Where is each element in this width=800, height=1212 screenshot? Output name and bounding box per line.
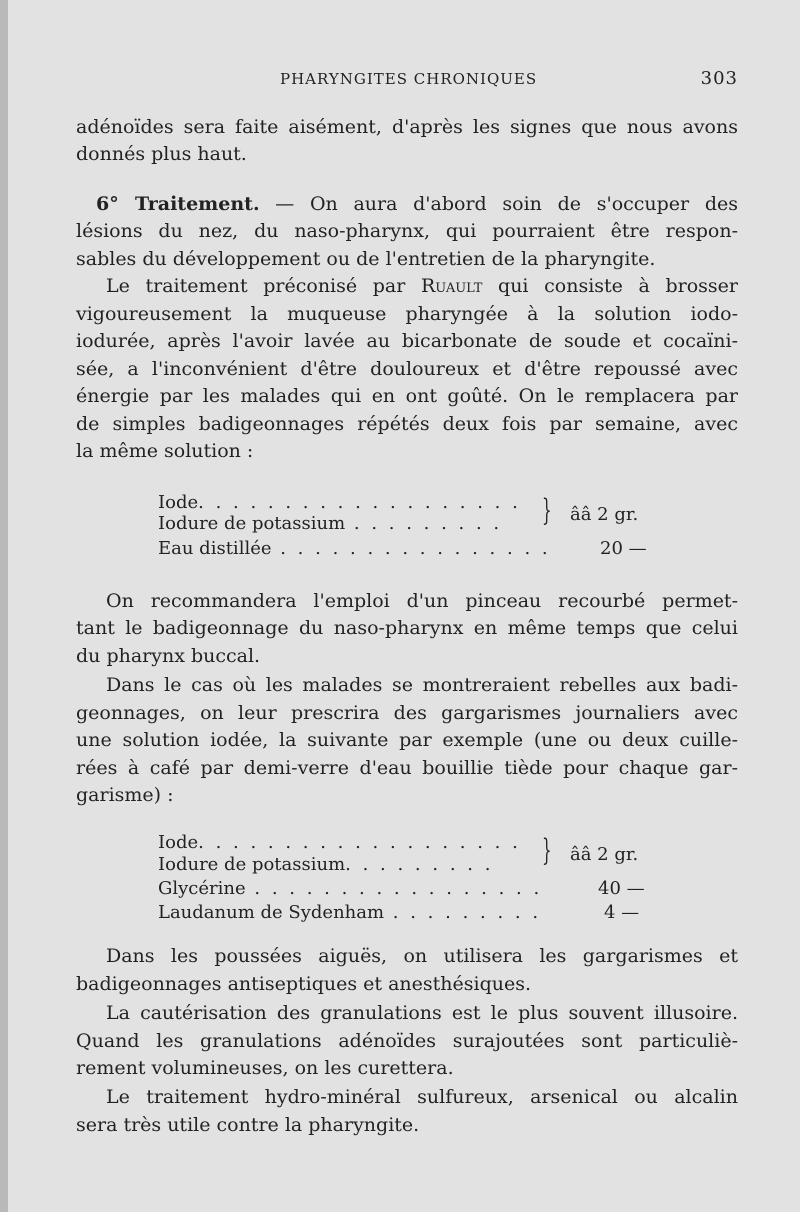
text-line: rées à café par demi-verre d'eau bouillie tiède pour chaque gar- bbox=[76, 757, 738, 779]
ingredient-name: Iodure de potassium bbox=[158, 854, 346, 875]
paragraph-first-line bbox=[76, 674, 738, 696]
text-line: donnés plus haut. bbox=[76, 143, 247, 165]
formula-item bbox=[158, 878, 542, 899]
text-run: Le traitement préconisé par bbox=[106, 275, 421, 297]
leader-dots: . . . . . . . . . bbox=[345, 513, 503, 534]
formula-1 bbox=[158, 492, 678, 562]
ingredient-name: Iode bbox=[158, 832, 199, 853]
formula-item bbox=[158, 902, 541, 923]
book-page bbox=[8, 0, 800, 1212]
brace-icon: } bbox=[542, 493, 552, 528]
quantity-aa: ââ 2 gr. bbox=[570, 844, 639, 865]
text-run: Le traitement hydro-minéral sulfureux, arsenical ou alcalin bbox=[106, 1086, 738, 1108]
text-line: iodurée, après l'avoir lavée au bicarbonate de soude et cocaïni- bbox=[76, 330, 738, 352]
formula-item bbox=[158, 538, 551, 559]
ingredient-name: Iode bbox=[158, 492, 199, 513]
formula-item bbox=[158, 513, 502, 534]
leader-dots: . . . . . . . . . . . . . . . . . . . bbox=[198, 832, 521, 853]
text-line: lésions du nez, du naso-pharynx, qui pourraient être respon- bbox=[76, 220, 738, 242]
section-heading-line bbox=[76, 193, 738, 215]
formula-item bbox=[158, 854, 493, 875]
leader-dots: . . . . . . . . . bbox=[345, 854, 494, 875]
leader-dots: . . . . . . . . . . . . . . . . . bbox=[245, 878, 543, 899]
quantity-aa: ââ 2 gr. bbox=[570, 504, 639, 525]
paragraph-first-line bbox=[76, 945, 738, 967]
formula-item bbox=[158, 492, 521, 513]
text-line: sera très utile contre la pharyngite. bbox=[76, 1114, 420, 1136]
text-line: garisme) : bbox=[76, 784, 174, 806]
paragraph-first-line bbox=[76, 275, 738, 297]
text-run: On recommandera l'emploi d'un pinceau recourbé permet- bbox=[106, 590, 738, 612]
quantity: 4 — bbox=[604, 902, 640, 923]
ingredient-name: Laudanum de Sydenham bbox=[158, 902, 385, 923]
text-line: sables du développement ou de l'entretien de la pharyngite. bbox=[76, 248, 656, 270]
text-run: Dans le cas où les malades se montreraient rebelles aux badi- bbox=[106, 674, 738, 696]
paragraph-first-line bbox=[76, 1002, 738, 1024]
text-line: la même solution : bbox=[76, 440, 254, 462]
page-header bbox=[68, 66, 738, 92]
text-line: vigoureusement la muqueuse pharyngée à la solution iodo- bbox=[76, 303, 738, 325]
text-line: adénoïdes sera faite aisément, d'après les signes que nous avons bbox=[76, 116, 738, 138]
text-run: — On aura d'abord soin de s'occuper des bbox=[259, 193, 738, 215]
ingredient-name: Eau distillée bbox=[158, 538, 272, 559]
brace-icon: } bbox=[542, 833, 552, 868]
text-line: énergie par les malades qui en ont goûté. On le remplacera par bbox=[76, 385, 738, 407]
paragraph-first-line bbox=[76, 1086, 738, 1108]
section-heading: 6° Traitement. bbox=[96, 193, 260, 215]
text-line: sée, a l'inconvénient d'être douloureux et d'être repoussé avec bbox=[76, 358, 738, 380]
running-title: PHARYNGITES CHRONIQUES bbox=[280, 70, 538, 88]
formula-2 bbox=[158, 832, 678, 922]
quantity: 20 — bbox=[600, 538, 647, 559]
text-run: La cautérisation des granulations est le plus souvent illusoire. bbox=[106, 1002, 738, 1024]
text-line: de simples badigeonnages répétés deux fois par semaine, avec bbox=[76, 413, 738, 435]
text-line: du pharynx buccal. bbox=[76, 645, 261, 667]
leader-dots: . . . . . . . . . . . . . . . . bbox=[271, 538, 551, 559]
quantity: 40 — bbox=[598, 878, 645, 899]
formula-item bbox=[158, 832, 521, 853]
leader-dots: . . . . . . . . . bbox=[384, 902, 542, 923]
paragraph-first-line bbox=[76, 590, 738, 612]
author-name: Ruault bbox=[420, 275, 483, 297]
text-line: badigeonnages antiseptiques et anesthésiques. bbox=[76, 973, 532, 995]
text-run: qui consiste à brosser bbox=[482, 275, 738, 297]
text-line: tant le badigeonnage du naso-pharynx en même temps que celui bbox=[76, 617, 738, 639]
page-number: 303 bbox=[700, 68, 738, 89]
ingredient-name: Iodure de potassium bbox=[158, 513, 346, 534]
text-line: une solution iodée, la suivante par exemple (une ou deux cuille- bbox=[76, 729, 738, 751]
ingredient-name: Glycérine bbox=[158, 878, 246, 899]
leader-dots: . . . . . . . . . . . . . . . . . . . bbox=[198, 492, 521, 513]
text-line: geonnages, on leur prescrira des gargarismes journaliers avec bbox=[76, 702, 738, 724]
text-line: Quand les granulations adénoïdes surajoutées sont particuliè- bbox=[76, 1030, 738, 1052]
text-line: rement volumineuses, on les curettera. bbox=[76, 1057, 454, 1079]
text-run: Dans les poussées aiguës, on utilisera les gargarismes et bbox=[106, 945, 738, 967]
